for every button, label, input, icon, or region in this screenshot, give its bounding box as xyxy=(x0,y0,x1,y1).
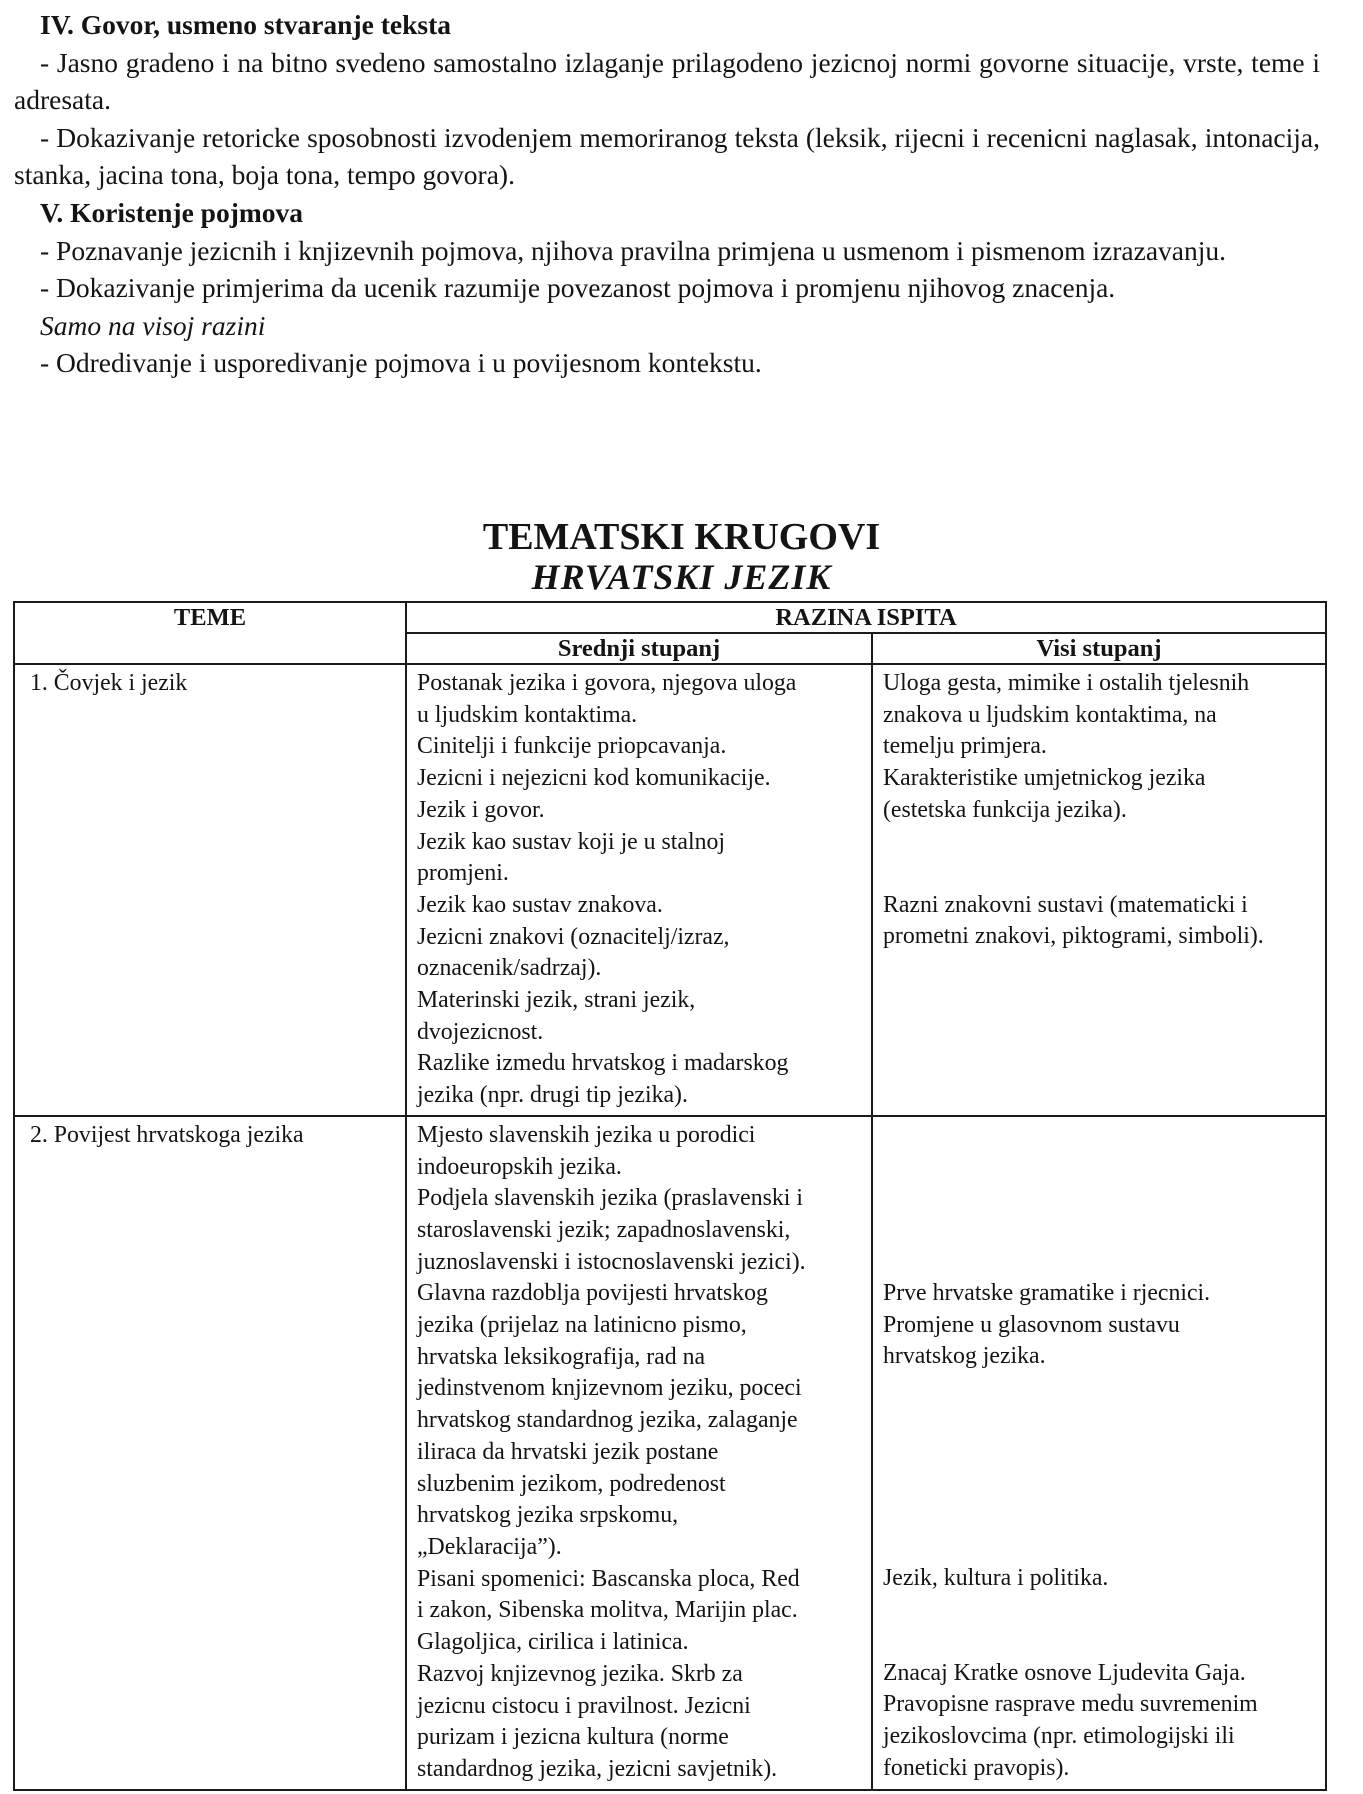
content-line: Karakteristike umjetnickog jezika xyxy=(883,765,1206,792)
content-line: Jezik kao sustav koji je u stalnoj xyxy=(417,828,725,855)
content-line: oznacenik/sadrzaj). xyxy=(417,955,602,982)
content-line: hrvatskog jezika. xyxy=(883,1343,1046,1370)
content-block xyxy=(417,668,865,890)
content-line: jezikoslovcima (npr. etimologijski ili xyxy=(883,1723,1235,1750)
content-line: Uloga gesta, mimike i ostalih tjelesnih xyxy=(883,670,1250,696)
content-line: u ljudskim kontaktima. xyxy=(417,701,638,728)
content-block xyxy=(417,1120,865,1279)
content-line: Razlike izmedu hrvatskog i madarskog xyxy=(417,1050,789,1077)
content-line: Jezicni i nejezicni kod komunikacije. xyxy=(417,765,771,792)
content-line: Glavna razdoblja povijesti hrvatskog xyxy=(417,1280,768,1307)
content-block xyxy=(417,890,865,1112)
content-line: Pisani spomenici: Bascanska ploca, Red xyxy=(417,1565,800,1592)
content-line: Glagoljica, cirilica i latinica. xyxy=(417,1629,689,1656)
content-line: Promjene u glasovnom sustavu xyxy=(883,1311,1180,1338)
section-5-item-2: - Dokazivanje primjerima da ucenik razumije povezanost pojmova i promjenu njihovog znacenja. xyxy=(40,272,1116,304)
higher-level-note: Samo na visoj razini xyxy=(40,309,266,341)
content-line: Razvoj knjizevnog jezika. Skrb za xyxy=(417,1660,743,1687)
table-row xyxy=(14,1116,1326,1790)
content-line: promjeni. xyxy=(417,860,509,887)
content-line: Pravopisne rasprave medu suvremenim xyxy=(883,1691,1258,1718)
content-line: Znacaj Kratke osnove Ljudevita Gaja. xyxy=(883,1659,1246,1686)
content-line: Prve hrvatske gramatike i rjecnici. xyxy=(883,1279,1211,1306)
content-line: standardnog jezika, jezicni savjetnik). xyxy=(417,1755,778,1782)
content-line: (estetska funkcija jezika). xyxy=(883,796,1127,823)
theme-cell: 2. Povijest hrvatskoga jezika xyxy=(14,1116,406,1790)
table-row xyxy=(14,664,1326,1116)
section-4-heading: IV. Govor, usmeno stvaranje teksta xyxy=(40,9,451,40)
content-block xyxy=(883,1563,1319,1595)
content-line: znakova u ljudskim kontaktima, na xyxy=(883,701,1217,728)
content-line: „Deklaracija”). xyxy=(417,1533,562,1560)
page-subtitle: HRVATSKI JEZIK xyxy=(531,557,832,597)
section-4-item-1: - Jasno gradeno i na bitno svedeno samostalno izlaganje prilagodeno jezicnoj normi govorne situacije, vrste, teme i adresata. xyxy=(14,46,1320,116)
themes-table xyxy=(13,601,1327,1791)
content-line: Jezik i govor. xyxy=(417,796,545,823)
content-line: Mjesto slavenskih jezika u porodici xyxy=(417,1121,756,1148)
content-line: Materinski jezik, strani jezik, xyxy=(417,987,696,1014)
table-header-row xyxy=(14,602,1326,633)
content-block xyxy=(417,1278,865,1563)
header-themes: TEME xyxy=(14,602,406,664)
content-line: hrvatska leksikografija, rad na xyxy=(417,1343,706,1370)
middle-level-cell xyxy=(406,664,872,1116)
content-line: Razni znakovni sustavi (matematicki i xyxy=(883,891,1248,918)
header-higher-level: Visi stupanj xyxy=(872,633,1326,664)
content-line: Podjela slavenskih jezika (praslavenski i xyxy=(417,1185,803,1212)
content-line: juznoslavenski i istocnoslavenski jezici). xyxy=(417,1248,806,1275)
section-5-item-3: - Odredivanje i usporedivanje pojmova i u povijesnom kontekstu. xyxy=(40,347,762,379)
page-title: TEMATSKI KRUGOVI xyxy=(482,516,881,558)
content-line: dvojezicnost. xyxy=(417,1018,544,1045)
middle-level-cell xyxy=(406,1116,872,1790)
content-line: hrvatskog standardnog jezika, zalaganje xyxy=(417,1407,798,1434)
section-4-item-2: - Dokazivanje retoricke sposobnosti izvodenjem memoriranog teksta (leksik, rijecni i recenicni naglasak, intonacija, stanka, jacina tona, boja tona, tempo govora). xyxy=(14,121,1320,191)
content-line: Jezik kao sustav znakova. xyxy=(417,891,663,918)
higher-level-cell xyxy=(872,1116,1326,1790)
content-block xyxy=(883,668,1319,827)
section-5-heading: V. Koristenje pojmova xyxy=(40,196,304,228)
content-line: prometni znakovi, piktogrami, simboli). xyxy=(883,923,1264,950)
content-line: temelju primjera. xyxy=(883,733,1047,760)
content-block xyxy=(883,890,1319,953)
content-line: Postanak jezika i govora, njegova uloga xyxy=(417,670,797,696)
content-block xyxy=(883,1278,1319,1373)
content-line: foneticki pravopis). xyxy=(883,1754,1070,1781)
content-line: Jezicni znakovi (oznacitelj/izraz, xyxy=(417,923,730,950)
content-line: jezika (npr. drugi tip jezika). xyxy=(417,1082,688,1109)
higher-level-cell xyxy=(872,664,1326,1116)
content-line: indoeuropskih jezika. xyxy=(417,1153,622,1180)
content-line: purizam i jezicna kultura (norme xyxy=(417,1724,729,1751)
content-block xyxy=(417,1659,865,1786)
header-middle-level: Srednji stupanj xyxy=(406,633,872,664)
theme-cell: 1. Čovjek i jezik xyxy=(14,664,406,1116)
section-5-item-1: - Poznavanje jezicnih i knjizevnih pojmova, njihova pravilna primjena u usmenom i pismenom izrazavanju. xyxy=(40,234,1226,266)
content-line: sluzbenim jezikom, podredenost xyxy=(417,1470,726,1497)
content-line: jezicnu cistocu i pravilnost. Jezicni xyxy=(417,1692,751,1719)
content-block xyxy=(883,1658,1319,1785)
content-line: Jezik, kultura i politika. xyxy=(883,1564,1109,1591)
content-block xyxy=(417,1564,865,1659)
content-line: Cinitelji i funkcije priopcavanja. xyxy=(417,733,727,760)
content-line: hrvatskog jezika srpskomu, xyxy=(417,1502,679,1529)
header-exam-level: RAZINA ISPITA xyxy=(406,602,1326,633)
content-line: staroslavenski jezik; zapadnoslavenski, xyxy=(417,1216,791,1243)
content-line: i zakon, Sibenska molitva, Marijin plac. xyxy=(417,1597,798,1624)
intro-text xyxy=(14,6,1320,382)
content-line: iliraca da hrvatski jezik postane xyxy=(417,1438,719,1465)
content-line: jedinstvenom knjizevnom jeziku, poceci xyxy=(417,1375,802,1402)
content-line: jezika (prijelaz na latinicno pismo, xyxy=(417,1312,747,1339)
